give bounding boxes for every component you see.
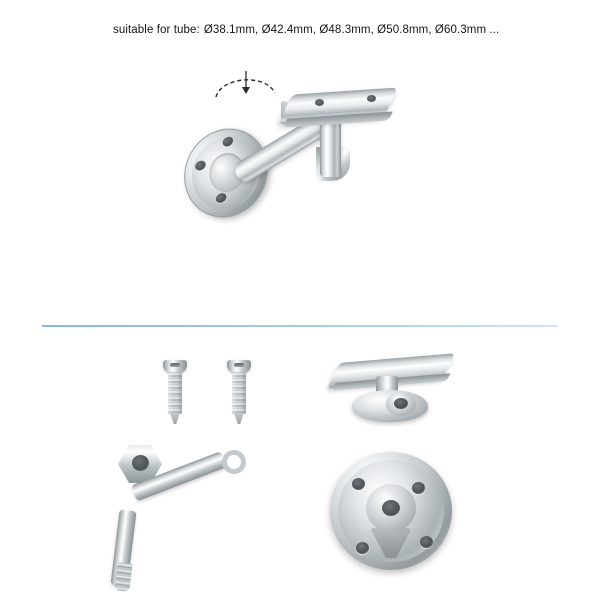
base-flange-center-bore [382, 500, 400, 516]
screw-threaded-shank [232, 372, 246, 414]
caption [113, 24, 499, 36]
caption-sizes: Ø38.1mm, Ø42.4mm, Ø48.3mm, Ø50.8mm, Ø60.3mm ... [203, 24, 500, 36]
saddle-plate-screw-hole [315, 99, 324, 106]
countersunk-screw [166, 360, 184, 428]
screw-slot [170, 363, 180, 367]
caption-label: suitable for tube: [113, 24, 200, 36]
saddle-plate-screw-hole [367, 95, 376, 102]
section-divider [42, 325, 558, 327]
l-rod-end-eye [219, 447, 250, 478]
base-flange-screw-hole [352, 478, 365, 490]
base-flange-screw-hole [412, 482, 425, 494]
screw-slot [234, 363, 244, 367]
l-rod-threaded-end [114, 562, 132, 592]
hex-nut-bore [132, 455, 149, 471]
curved-arrow-icon [213, 69, 279, 101]
exploded-parts-group [0, 330, 600, 600]
screw-tip [170, 413, 180, 424]
base-flange-screw-hole [356, 542, 369, 554]
handrail-bracket-assembly [175, 55, 425, 245]
tube-saddle-bracket-bore [394, 398, 408, 409]
countersunk-screw [230, 360, 248, 428]
screw-tip [234, 413, 244, 424]
base-flange-screw-hole [420, 536, 433, 548]
screw-threaded-shank [168, 372, 182, 414]
